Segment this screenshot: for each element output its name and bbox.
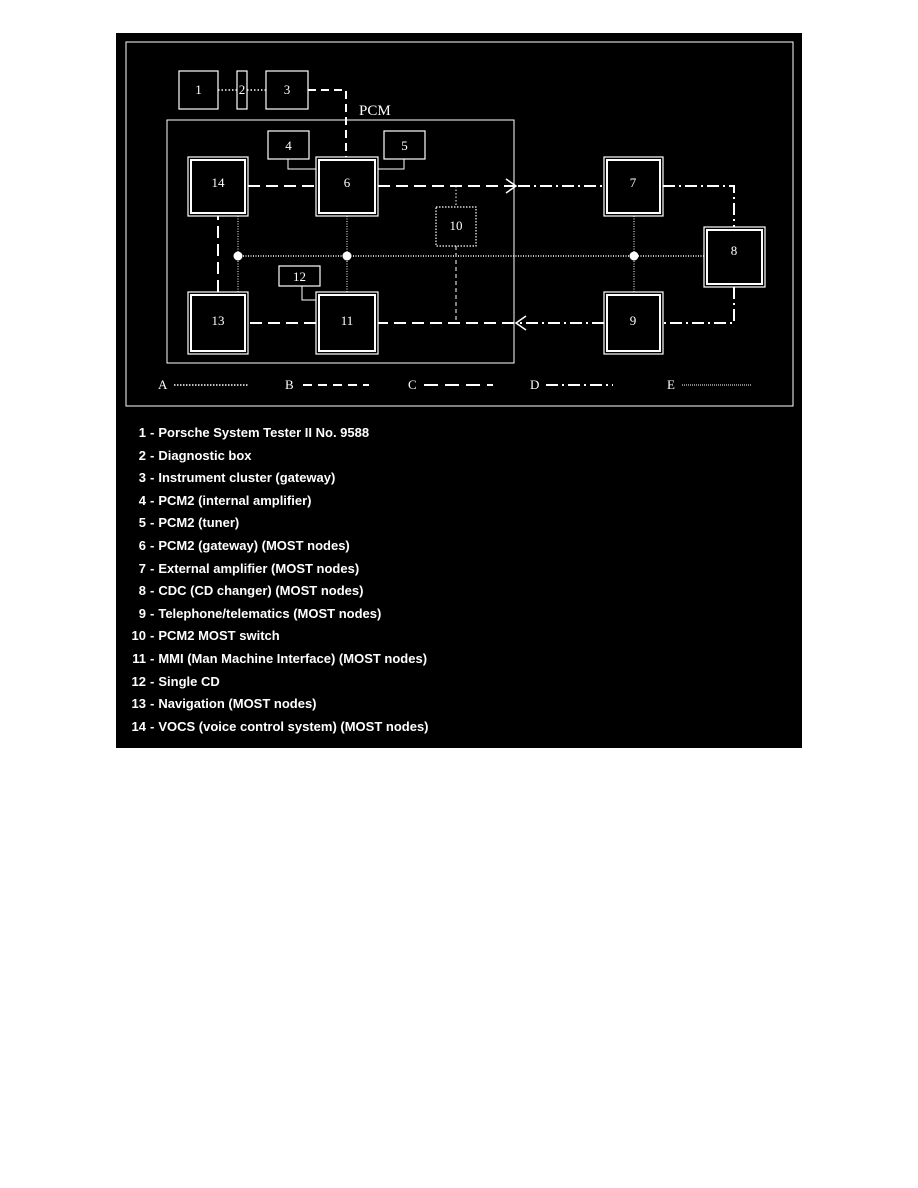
legend-item [126,513,766,536]
junction-dot-left [234,252,243,261]
node-7-label: 7 [629,175,637,190]
legend-item-number: 8 [138,583,146,599]
link-7-8 [663,186,734,227]
legend-item-separator: - [150,447,155,463]
component-legend [126,423,766,739]
legend-item-number: 5 [138,515,146,531]
legend-item-text: Telephone/telematics (MOST nodes) [158,605,382,621]
line-key-D: D [530,377,540,392]
legend-item-number: 12 [131,673,146,689]
legend-item-separator: - [150,515,155,531]
legend-item-separator: - [150,583,155,599]
node-13-label: 13 [211,313,225,328]
junction-dot-right [630,252,639,261]
legend-item [126,604,766,627]
node-9-label: 9 [629,313,637,328]
node-12-label: 12 [293,269,306,284]
legend-item-text: External amplifier (MOST nodes) [158,560,360,576]
node-10-label: 10 [449,218,463,233]
legend-item-text: Diagnostic box [158,447,252,463]
legend-item-separator: - [150,425,155,440]
link-12-11 [302,286,316,300]
node-5-label: 5 [401,138,408,153]
legend-item [126,559,766,582]
legend-item-text: PCM2 (tuner) [158,515,240,531]
legend-item-number: 9 [138,605,146,621]
network-diagram [116,33,802,413]
legend-item [126,468,766,491]
legend-item-separator: - [150,696,155,712]
line-type-key [158,377,752,392]
legend-item-number: 6 [138,537,146,553]
legend-item-separator: - [150,650,155,666]
legend-item-separator: - [150,537,155,553]
legend-item-number: 11 [132,650,146,666]
legend-item-separator: - [150,470,155,486]
legend-item [126,446,766,469]
node-8-label: 8 [730,243,738,258]
legend-item-text: Porsche System Tester II No. 9588 [158,425,370,440]
legend-item-number: 2 [138,447,146,463]
node-11-label: 11 [340,313,354,328]
legend-item-number: 10 [131,628,146,644]
link-8-9 [663,287,734,323]
legend-item [126,423,766,446]
diagram-panel [116,33,802,748]
legend-item-text: CDC (CD changer) (MOST nodes) [158,583,364,599]
legend-item-number: 7 [138,560,146,576]
pcm-label: PCM [359,103,391,119]
link-5-6 [378,159,404,169]
legend-item-number: 4 [138,492,146,508]
legend-item-text: Navigation (MOST nodes) [158,696,317,712]
legend-item-text: Instrument cluster (gateway) [158,470,336,486]
line-key-E: E [667,377,675,392]
node-3-label: 3 [283,82,291,97]
legend-item-separator: - [150,718,155,734]
legend-item-number: 1 [138,425,146,440]
legend-item-number: 13 [131,696,146,712]
legend-item [126,536,766,559]
legend-item-number: 14 [131,718,146,734]
legend-item [126,491,766,514]
legend-item-number: 3 [138,470,146,486]
line-key-B: B [285,377,294,392]
node-4-label: 4 [285,138,292,153]
node-6-label: 6 [343,175,351,190]
legend-item [126,649,766,672]
link-4-6 [288,159,316,169]
legend-item-text: Single CD [158,673,220,689]
legend-item-text: MMI (Man Machine Interface) (MOST nodes) [158,650,428,666]
legend-item [126,581,766,604]
legend-item-separator: - [150,560,155,576]
junction-dot-center [343,252,352,261]
line-key-A: A [158,377,168,392]
legend-item-text: PCM2 (internal amplifier) [158,492,312,508]
legend-item-separator: - [150,492,155,508]
node-2-label: 2 [238,82,246,97]
legend-item [126,694,766,717]
legend-item-separator: - [150,628,155,644]
node-14-label: 14 [211,175,225,190]
link-3-6 [308,90,346,159]
legend-item-text: PCM2 MOST switch [158,628,280,644]
legend-item [126,717,766,740]
legend-item-separator: - [150,605,155,621]
node-1-label: 1 [195,82,202,97]
legend-item [126,626,766,649]
legend-item-text: VOCS (voice control system) (MOST nodes) [158,718,429,734]
legend-item-separator: - [150,673,155,689]
legend-item-text: PCM2 (gateway) (MOST nodes) [158,537,350,553]
line-key-C: C [408,377,417,392]
legend-item [126,672,766,695]
